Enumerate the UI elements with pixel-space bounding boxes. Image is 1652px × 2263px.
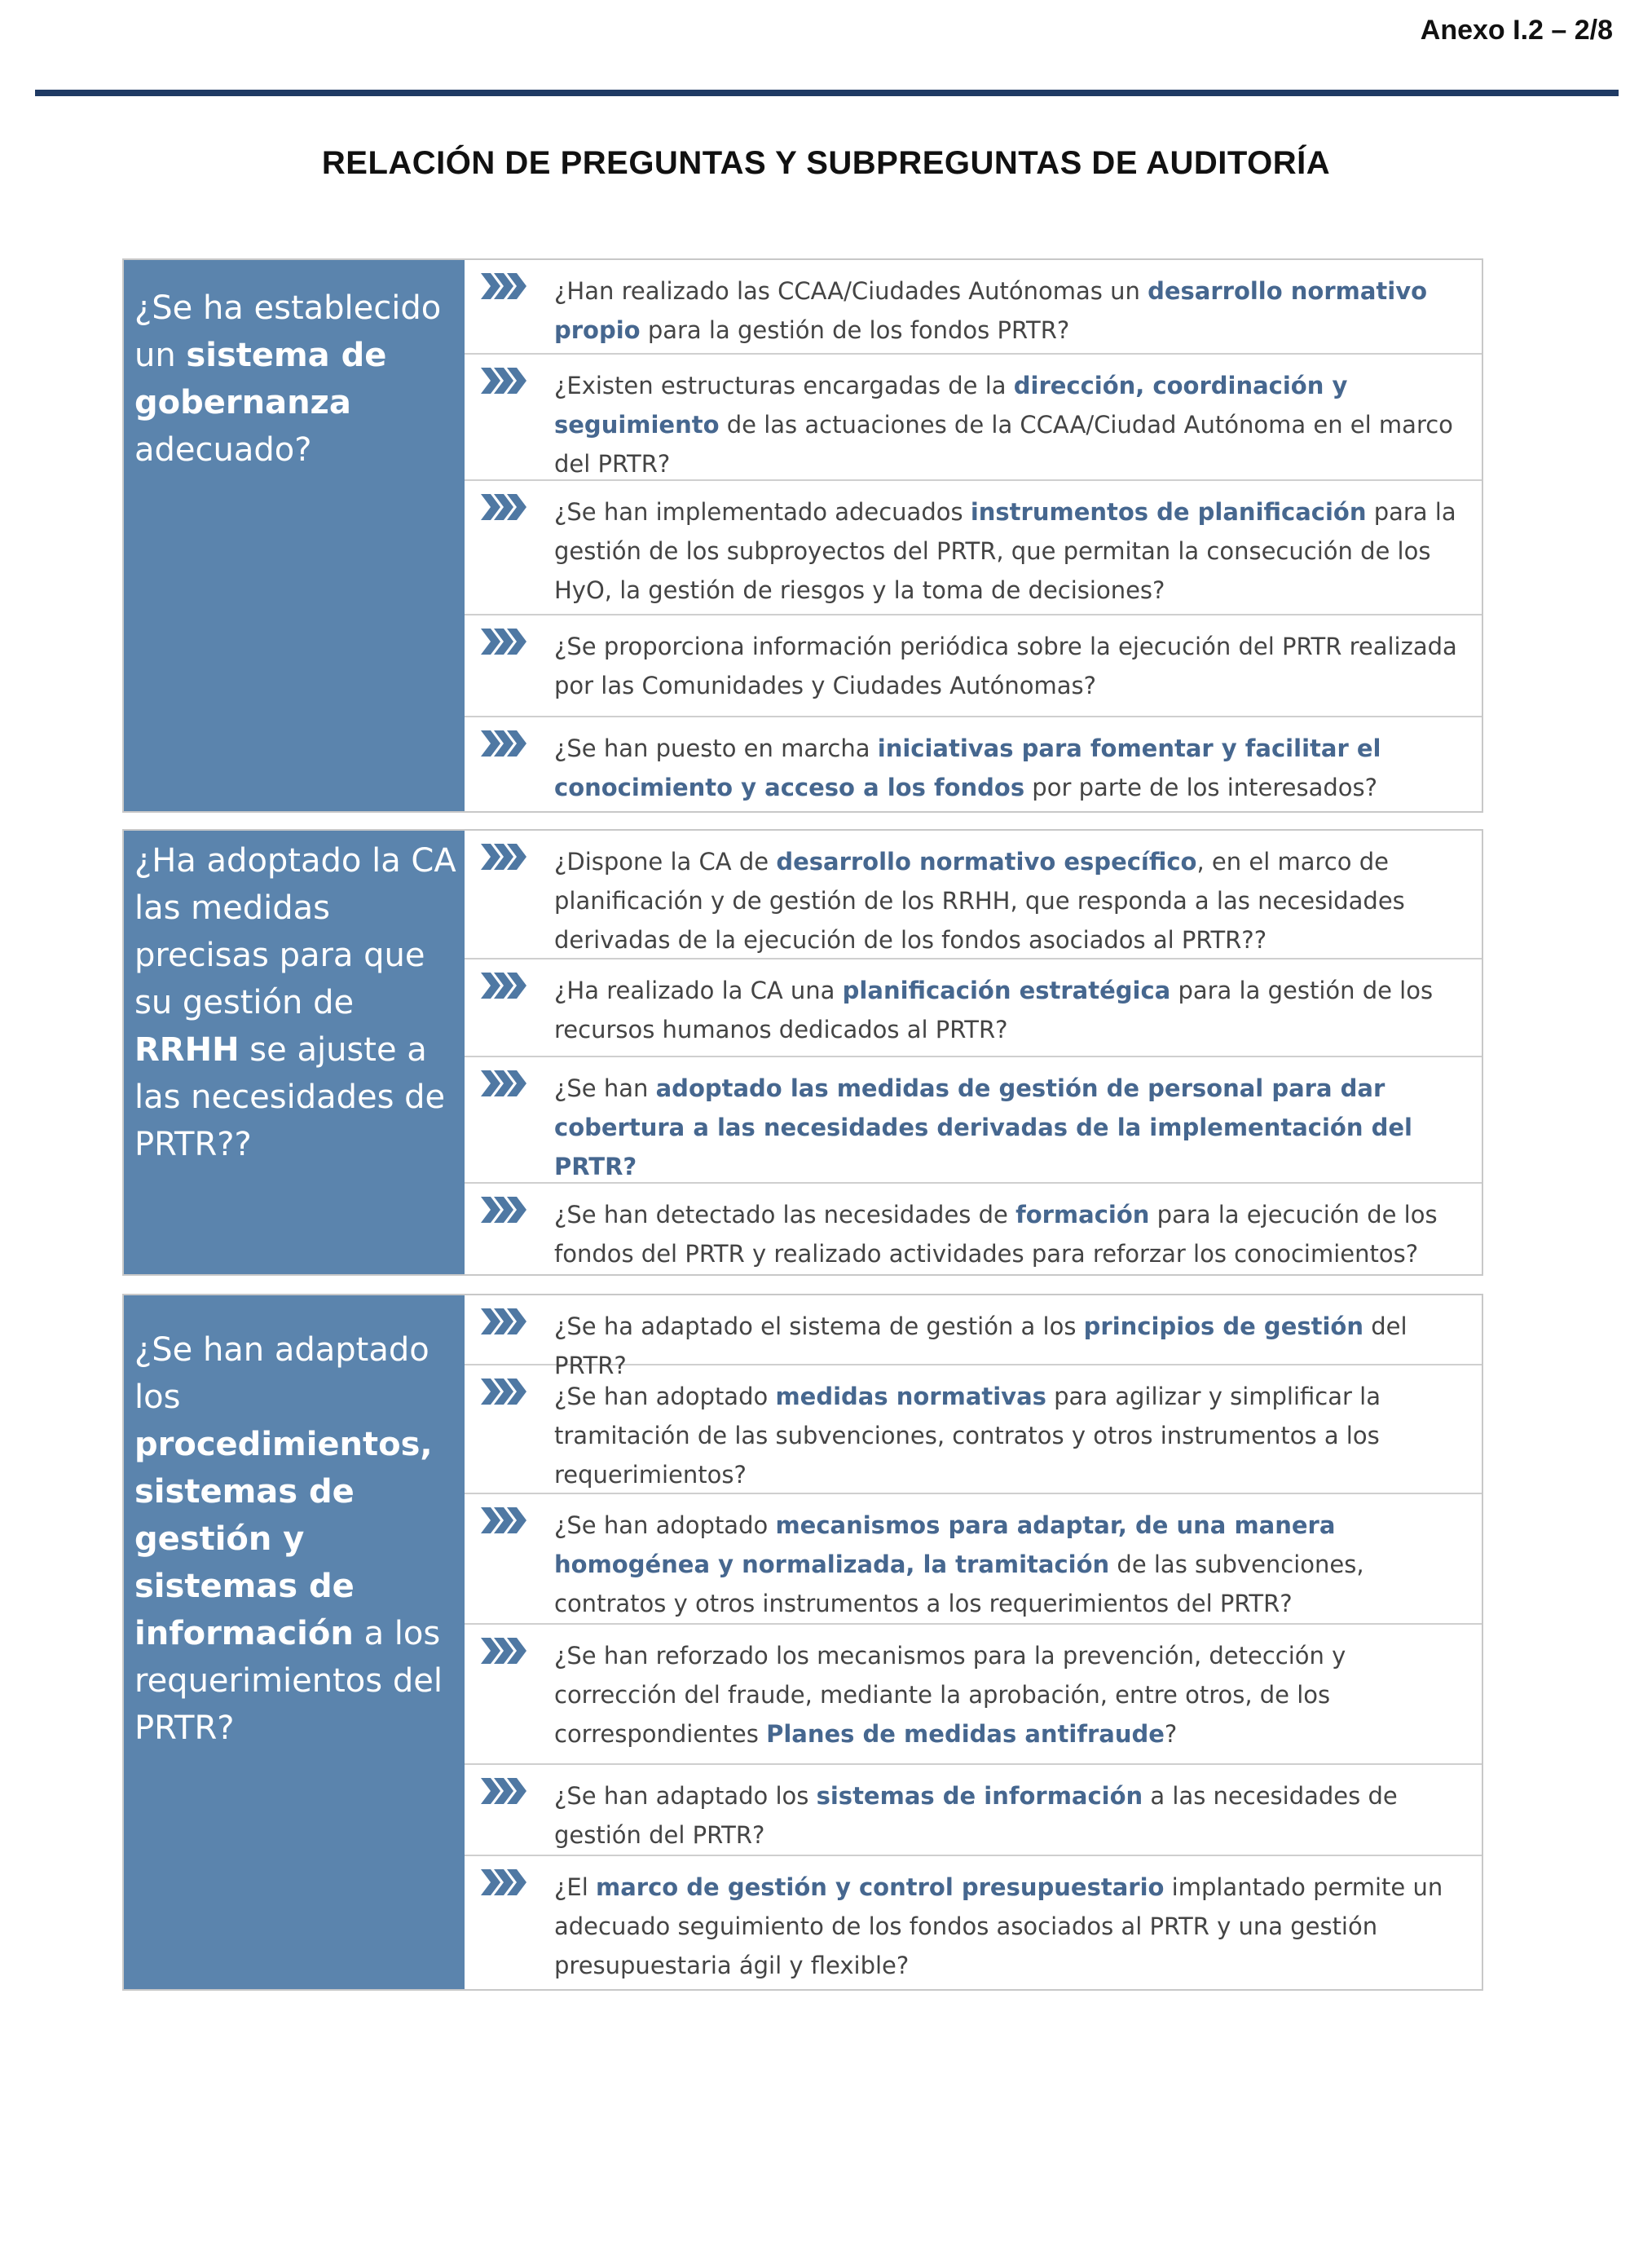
- question-block-2: [122, 829, 1483, 1276]
- text-run: ¿Se han detectado las necesidades de: [554, 1201, 1016, 1229]
- text-run: ¿Han realizado las CCAA/Ciudades Autónomas un: [554, 277, 1148, 305]
- subquestion-text: [554, 1377, 1465, 1494]
- text-run: para la gestión de los recursos humanos dedicados al PRTR?: [554, 977, 1434, 1043]
- text-run: ¿Se han adoptado: [554, 1383, 776, 1410]
- text-run: ¿Ha realizado la CA una: [554, 977, 843, 1004]
- question-block-3: [122, 1294, 1483, 1991]
- text-run: ¿Se han implementado adecuados: [554, 498, 971, 526]
- triple-chevron-icon: [479, 364, 528, 397]
- subquestion-item: [465, 1057, 1482, 1184]
- subquestion-text: [554, 492, 1465, 610]
- subquestion-item: [465, 615, 1482, 717]
- text-run: para la ejecución de los fondos del PRTR y realizado actividades para reforzar los conocimientos?: [554, 1201, 1438, 1268]
- triple-chevron-icon: [479, 1866, 528, 1899]
- subquestion-text: [554, 366, 1465, 483]
- main-question-text: adecuado?: [134, 431, 312, 469]
- triple-chevron-icon: [479, 1504, 528, 1537]
- triple-chevron-icon: [479, 491, 528, 523]
- triple-chevron-icon: [479, 1305, 528, 1338]
- subquestion-item: [465, 1184, 1482, 1274]
- text-run-emphasis: marco de gestión y control presupuestario: [596, 1873, 1165, 1901]
- subquestion-item: [465, 831, 1482, 959]
- text-run-emphasis: sistemas de información: [816, 1782, 1143, 1810]
- main-question-text: se ajuste a las necesidades de PRTR??: [134, 1031, 446, 1163]
- triple-chevron-icon: [479, 969, 528, 1002]
- triple-chevron-icon: [479, 1067, 528, 1100]
- subquestion-text: [554, 1868, 1465, 1985]
- text-run-emphasis: iniciativas para fomentar y facilitar el conocimiento y acceso a los fondos: [554, 734, 1381, 801]
- subquestion-list: [465, 260, 1482, 811]
- triple-chevron-icon: [479, 1775, 528, 1807]
- main-question-emphasis: procedimientos, sistemas de gestión y sistemas de información: [134, 1426, 433, 1652]
- subquestion-text: [554, 729, 1465, 807]
- text-run-emphasis: instrumentos de planificación: [970, 498, 1367, 526]
- triple-chevron-icon: [479, 1634, 528, 1667]
- text-run: ¿Existen estructuras encargadas de la: [554, 372, 1014, 399]
- text-run: ¿Se han reforzado los mecanismos para la prevención, detección y corrección del fraude, mediante la aprobación, entre otros, de los correspondientes: [554, 1642, 1346, 1748]
- triple-chevron-icon: [479, 1375, 528, 1408]
- subquestion-text: [554, 842, 1465, 959]
- header-rule: [35, 90, 1619, 96]
- subquestion-item: [465, 1494, 1482, 1625]
- subquestion-list: [465, 831, 1482, 1274]
- subquestion-text: [554, 1195, 1465, 1273]
- text-run-emphasis: mecanismos para adaptar, de una manera homogénea y normalizada, la tramitación: [554, 1511, 1336, 1578]
- subquestion-text: [554, 1069, 1465, 1186]
- text-run-emphasis: dirección, coordinación y seguimiento: [554, 372, 1348, 439]
- subquestion-text: [554, 1506, 1465, 1623]
- main-question-text: ¿Se han adaptado los: [134, 1331, 430, 1416]
- text-run-emphasis: planificación estratégica: [842, 977, 1171, 1004]
- subquestion-text: [554, 1776, 1465, 1855]
- subquestion-item: [465, 1765, 1482, 1856]
- triple-chevron-icon: [479, 840, 528, 873]
- text-run-emphasis: desarrollo normativo propio: [554, 277, 1428, 344]
- text-run: del PRTR?: [554, 1312, 1408, 1379]
- triple-chevron-icon: [479, 727, 528, 760]
- text-run: a las necesidades de gestión del PRTR?: [554, 1782, 1398, 1849]
- triple-chevron-icon: [479, 1193, 528, 1226]
- text-run: de las subvenciones, contratos y otros instrumentos a los requerimientos del PRTR?: [554, 1551, 1364, 1617]
- text-run: implantado permite un adecuado seguimiento de los fondos asociados al PRTR y una gestión presupuestaria ágil y flexible?: [554, 1873, 1443, 1979]
- text-run: ?: [1164, 1720, 1178, 1748]
- text-run-emphasis: principios de gestión: [1083, 1312, 1363, 1340]
- main-question: [124, 831, 465, 1274]
- text-run: ¿Se han puesto en marcha: [554, 734, 878, 762]
- subquestion-item: [465, 959, 1482, 1057]
- text-run: por parte de los interesados?: [1024, 774, 1378, 801]
- text-run: de las actuaciones de la CCAA/Ciudad Autónoma en el marco del PRTR?: [554, 411, 1453, 478]
- main-question-text: ¿Ha adoptado la CA las medidas precisas para que su gestión de: [134, 842, 456, 1021]
- subquestion-item: [465, 355, 1482, 481]
- subquestion-text: [554, 271, 1465, 350]
- main-question-emphasis: RRHH: [134, 1031, 240, 1069]
- text-run: para la gestión de los subproyectos del PRTR, que permitan la consecución de los HyO, la gestión de riesgos y la toma de decisiones?: [554, 498, 1456, 604]
- subquestion-text: [554, 971, 1465, 1049]
- main-question: [124, 260, 465, 811]
- subquestion-text: [554, 1636, 1465, 1753]
- triple-chevron-icon: [479, 270, 528, 302]
- text-run: ¿Se han adoptado: [554, 1511, 776, 1539]
- text-run: para la gestión de los fondos PRTR?: [640, 316, 1070, 344]
- main-question-text: a los requerimientos del PRTR?: [134, 1615, 443, 1747]
- subquestion-item: [465, 1295, 1482, 1379]
- subquestion-item: [465, 717, 1482, 811]
- subquestion-item: [465, 481, 1482, 615]
- text-run-emphasis: desarrollo normativo específico: [776, 848, 1197, 876]
- text-run-emphasis: adoptado las medidas de gestión de personal para dar cobertura a las necesidades derivadas de la implementación del PRTR?: [554, 1074, 1412, 1180]
- text-run-emphasis: medidas normativas: [775, 1383, 1046, 1410]
- text-run: ¿Se ha adaptado el sistema de gestión a los: [554, 1312, 1084, 1340]
- text-run: ¿Se han adaptado los: [554, 1782, 817, 1810]
- subquestion-item: [465, 260, 1482, 355]
- page-label: Anexo I.2 – 2/8: [1420, 15, 1613, 46]
- text-run: para agilizar y simplificar la tramitación de las subvenciones, contratos y otros instrumentos a los requerimientos?: [554, 1383, 1381, 1489]
- text-run-emphasis: formación: [1015, 1201, 1150, 1229]
- subquestion-item: [465, 1365, 1482, 1494]
- main-question-emphasis: sistema de gobernanza: [134, 337, 387, 421]
- text-run: ¿Se proporciona información periódica sobre la ejecución del PRTR realizada por las Comunidades y Ciudades Autónomas?: [554, 633, 1457, 699]
- main-question-text: ¿Se ha establecido un: [134, 289, 442, 374]
- text-run: ¿Dispone la CA de: [554, 848, 777, 876]
- subquestion-text: [554, 627, 1465, 705]
- document-title: RELACIÓN DE PREGUNTAS Y SUBPREGUNTAS DE AUDITORÍA: [321, 145, 1331, 181]
- text-run: ¿Se han: [554, 1074, 656, 1102]
- subquestion-list: [465, 1295, 1482, 1989]
- text-run: ¿El: [554, 1873, 596, 1901]
- text-run-emphasis: Planes de medidas antifraude: [766, 1720, 1165, 1748]
- question-block-1: [122, 258, 1483, 813]
- main-question: [124, 1295, 465, 1989]
- subquestion-item: [465, 1625, 1482, 1765]
- subquestion-item: [465, 1856, 1482, 1989]
- triple-chevron-icon: [479, 625, 528, 658]
- text-run: , en el marco de planificación y de gestión de los RRHH, que responda a las necesidades derivadas de la ejecución de los fondos asociados al PRTR??: [554, 848, 1405, 954]
